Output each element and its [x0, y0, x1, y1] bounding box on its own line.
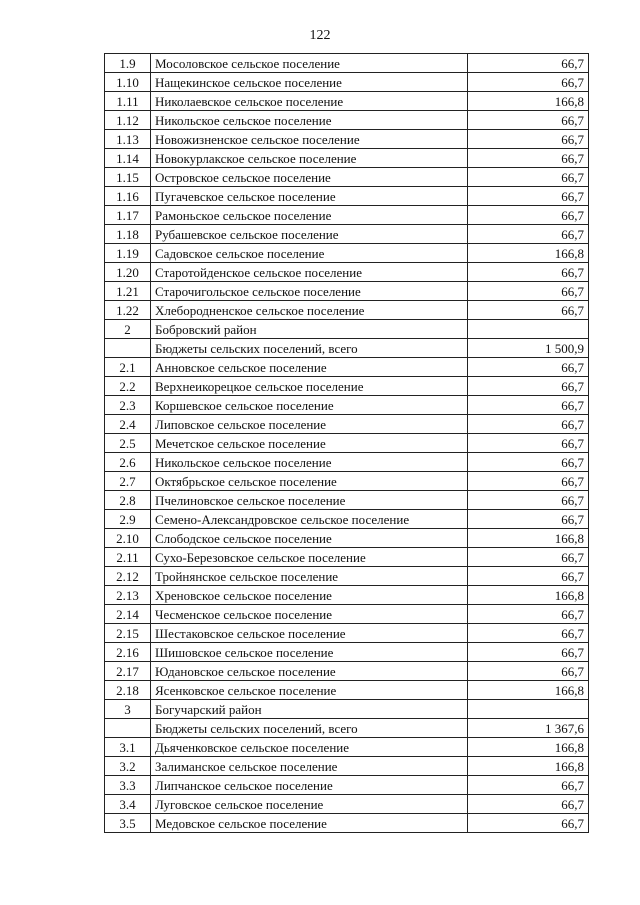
settlement-name-cell: Бюджеты сельских поселений, всего: [151, 719, 468, 738]
settlement-name-cell: Липовское сельское поселение: [151, 415, 468, 434]
amount-cell: 166,8: [468, 529, 589, 548]
settlement-name-cell: Хреновское сельское поселение: [151, 586, 468, 605]
settlement-name-cell: Бобровский район: [151, 320, 468, 339]
row-number-cell: 2.4: [105, 415, 151, 434]
settlement-name-cell: Медовское сельское поселение: [151, 814, 468, 833]
row-number-cell: 2.13: [105, 586, 151, 605]
amount-cell: 66,7: [468, 643, 589, 662]
table-row: [105, 244, 589, 263]
amount-cell: 66,7: [468, 54, 589, 73]
amount-cell: 166,8: [468, 681, 589, 700]
table-row: [105, 453, 589, 472]
amount-cell: 66,7: [468, 434, 589, 453]
row-number-cell: 2.8: [105, 491, 151, 510]
table-row: [105, 73, 589, 92]
row-number-cell: 2.16: [105, 643, 151, 662]
settlement-name-cell: Сухо-Березовское сельское поселение: [151, 548, 468, 567]
amount-cell: 66,7: [468, 510, 589, 529]
row-number-cell: 1.9: [105, 54, 151, 73]
table-row: [105, 605, 589, 624]
row-number-cell: 2.3: [105, 396, 151, 415]
amount-cell: 66,7: [468, 187, 589, 206]
settlement-name-cell: Верхнеикорецкое сельское поселение: [151, 377, 468, 396]
table-row: [105, 225, 589, 244]
settlement-name-cell: Рубашевское сельское поселение: [151, 225, 468, 244]
settlement-name-cell: Дьяченковское сельское поселение: [151, 738, 468, 757]
amount-cell: 66,7: [468, 206, 589, 225]
settlement-name-cell: Рамоньское сельское поселение: [151, 206, 468, 225]
row-number-cell: 2.1: [105, 358, 151, 377]
row-number-cell: [105, 719, 151, 738]
row-number-cell: 1.21: [105, 282, 151, 301]
settlement-name-cell: Семено-Александровское сельское поселение: [151, 510, 468, 529]
settlement-name-cell: Садовское сельское поселение: [151, 244, 468, 263]
settlement-name-cell: Шестаковское сельское поселение: [151, 624, 468, 643]
amount-cell: [468, 700, 589, 719]
amount-cell: 66,7: [468, 301, 589, 320]
settlement-name-cell: Пугачевское сельское поселение: [151, 187, 468, 206]
table-row: [105, 187, 589, 206]
table-row: [105, 263, 589, 282]
table-row: [105, 168, 589, 187]
settlement-name-cell: Мечетское сельское поселение: [151, 434, 468, 453]
table-row: [105, 396, 589, 415]
amount-cell: 66,7: [468, 358, 589, 377]
amount-cell: 66,7: [468, 111, 589, 130]
row-number-cell: 2.15: [105, 624, 151, 643]
settlement-name-cell: Богучарский район: [151, 700, 468, 719]
amount-cell: 66,7: [468, 567, 589, 586]
table-row: [105, 814, 589, 833]
settlement-name-cell: Залиманское сельское поселение: [151, 757, 468, 776]
amount-cell: 66,7: [468, 130, 589, 149]
settlement-name-cell: Старотойденское сельское поселение: [151, 263, 468, 282]
row-number-cell: 2.6: [105, 453, 151, 472]
settlement-name-cell: Липчанское сельское поселение: [151, 776, 468, 795]
row-number-cell: 2.5: [105, 434, 151, 453]
table-row: [105, 301, 589, 320]
settlement-name-cell: Чесменское сельское поселение: [151, 605, 468, 624]
table-row: [105, 662, 589, 681]
settlement-name-cell: Хлебородненское сельское поселение: [151, 301, 468, 320]
table-row: [105, 548, 589, 567]
table-row: [105, 320, 589, 339]
amount-cell: 66,7: [468, 453, 589, 472]
table-row: [105, 624, 589, 643]
amount-cell: 166,8: [468, 738, 589, 757]
table-row: [105, 681, 589, 700]
settlement-name-cell: Никольское сельское поселение: [151, 111, 468, 130]
settlement-name-cell: Бюджеты сельских поселений, всего: [151, 339, 468, 358]
row-number-cell: 1.13: [105, 130, 151, 149]
amount-cell: 66,7: [468, 624, 589, 643]
table-row: [105, 586, 589, 605]
settlement-name-cell: Нащекинское сельское поселение: [151, 73, 468, 92]
table-row: [105, 643, 589, 662]
amount-cell: 66,7: [468, 149, 589, 168]
settlement-name-cell: Слободское сельское поселение: [151, 529, 468, 548]
settlement-name-cell: Ясенковское сельское поселение: [151, 681, 468, 700]
row-number-cell: 2.10: [105, 529, 151, 548]
table-row: [105, 491, 589, 510]
budget-table: [104, 53, 589, 833]
row-number-cell: 1.19: [105, 244, 151, 263]
row-number-cell: 2.7: [105, 472, 151, 491]
settlement-name-cell: Старочигольское сельское поселение: [151, 282, 468, 301]
amount-cell: [468, 320, 589, 339]
settlement-name-cell: Никольское сельское поселение: [151, 453, 468, 472]
row-number-cell: 2: [105, 320, 151, 339]
row-number-cell: 2.17: [105, 662, 151, 681]
budget-table-body: [105, 54, 589, 833]
row-number-cell: 3.1: [105, 738, 151, 757]
amount-cell: 66,7: [468, 377, 589, 396]
row-number-cell: 1.22: [105, 301, 151, 320]
row-number-cell: 1.17: [105, 206, 151, 225]
settlement-name-cell: Мосоловское сельское поселение: [151, 54, 468, 73]
row-number-cell: 1.10: [105, 73, 151, 92]
table-row: [105, 472, 589, 491]
table-row: [105, 415, 589, 434]
amount-cell: 66,7: [468, 814, 589, 833]
row-number-cell: 2.18: [105, 681, 151, 700]
amount-cell: 66,7: [468, 548, 589, 567]
settlement-name-cell: Новожизненское сельское поселение: [151, 130, 468, 149]
amount-cell: 66,7: [468, 73, 589, 92]
row-number-cell: 2.12: [105, 567, 151, 586]
amount-cell: 66,7: [468, 263, 589, 282]
amount-cell: 166,8: [468, 92, 589, 111]
table-row: [105, 149, 589, 168]
row-number-cell: 1.11: [105, 92, 151, 111]
row-number-cell: 3.3: [105, 776, 151, 795]
table-row: [105, 738, 589, 757]
amount-cell: 166,8: [468, 757, 589, 776]
table-row: [105, 510, 589, 529]
table-row: [105, 719, 589, 738]
row-number-cell: 3.5: [105, 814, 151, 833]
row-number-cell: [105, 339, 151, 358]
row-number-cell: 3.4: [105, 795, 151, 814]
row-number-cell: 2.2: [105, 377, 151, 396]
row-number-cell: 2.14: [105, 605, 151, 624]
settlement-name-cell: Пчелиновское сельское поселение: [151, 491, 468, 510]
settlement-name-cell: Островское сельское поселение: [151, 168, 468, 187]
settlement-name-cell: Коршевское сельское поселение: [151, 396, 468, 415]
amount-cell: 66,7: [468, 225, 589, 244]
page-number: 122: [309, 28, 331, 43]
row-number-cell: 1.15: [105, 168, 151, 187]
row-number-cell: 1.12: [105, 111, 151, 130]
table-row: [105, 567, 589, 586]
row-number-cell: 3: [105, 700, 151, 719]
amount-cell: 166,8: [468, 244, 589, 263]
amount-cell: 66,7: [468, 415, 589, 434]
amount-cell: 166,8: [468, 586, 589, 605]
amount-cell: 66,7: [468, 605, 589, 624]
amount-cell: 66,7: [468, 282, 589, 301]
table-row: [105, 130, 589, 149]
amount-cell: 66,7: [468, 795, 589, 814]
settlement-name-cell: Анновское сельское поселение: [151, 358, 468, 377]
table-row: [105, 54, 589, 73]
row-number-cell: 3.2: [105, 757, 151, 776]
row-number-cell: 2.11: [105, 548, 151, 567]
table-row: [105, 206, 589, 225]
amount-cell: 66,7: [468, 491, 589, 510]
row-number-cell: 2.9: [105, 510, 151, 529]
table-row: [105, 776, 589, 795]
row-number-cell: 1.16: [105, 187, 151, 206]
table-row: [105, 700, 589, 719]
settlement-name-cell: Новокурлакское сельское поселение: [151, 149, 468, 168]
amount-cell: 1 500,9: [468, 339, 589, 358]
amount-cell: 66,7: [468, 168, 589, 187]
settlement-name-cell: Луговское сельское поселение: [151, 795, 468, 814]
table-row: [105, 377, 589, 396]
row-number-cell: 1.20: [105, 263, 151, 282]
row-number-cell: 1.14: [105, 149, 151, 168]
settlement-name-cell: Николаевское сельское поселение: [151, 92, 468, 111]
table-row: [105, 757, 589, 776]
settlement-name-cell: Тройнянское сельское поселение: [151, 567, 468, 586]
table-row: [105, 92, 589, 111]
table-row: [105, 111, 589, 130]
amount-cell: 1 367,6: [468, 719, 589, 738]
amount-cell: 66,7: [468, 472, 589, 491]
amount-cell: 66,7: [468, 776, 589, 795]
settlement-name-cell: Юдановское сельское поселение: [151, 662, 468, 681]
table-row: [105, 339, 589, 358]
table-row: [105, 529, 589, 548]
settlement-name-cell: Октябрьское сельское поселение: [151, 472, 468, 491]
settlement-name-cell: Шишовское сельское поселение: [151, 643, 468, 662]
table-row: [105, 795, 589, 814]
amount-cell: 66,7: [468, 396, 589, 415]
row-number-cell: 1.18: [105, 225, 151, 244]
amount-cell: 66,7: [468, 662, 589, 681]
table-row: [105, 434, 589, 453]
table-row: [105, 358, 589, 377]
table-row: [105, 282, 589, 301]
